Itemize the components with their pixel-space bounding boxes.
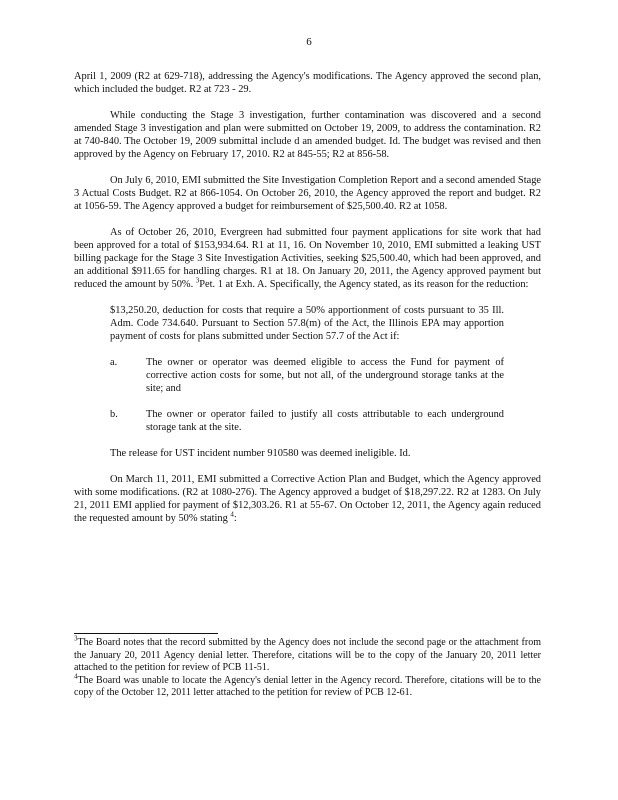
paragraph-4-tail: Pet. 1 at Exh. A. Specifically, the Agency stated, as its reason for the reduction: [199, 279, 529, 290]
paragraph-5-end: : [233, 513, 237, 524]
footnote-4 [74, 672, 541, 700]
quote-item-label: a. [110, 357, 118, 368]
page-body [74, 70, 541, 538]
footnote-ref-4: 4 [230, 510, 234, 519]
paragraph-5-text: On March 11, 2011, EMI submitted a Corrective Action Plan and Budget, which the Agency approved with some modifications. (R2 at 1080-276). The Agency approved a budget of $18,297.22. R2 at 1283. On July 21, 2011 EMI applied for payment of $12,303.26. R1 at 55-67. On October 12, 2011, the Agency again reduced the requested amount by 50% stating [74, 474, 541, 524]
paragraph-4 [74, 226, 541, 291]
footnote-3 [74, 634, 541, 675]
block-quote [110, 304, 504, 460]
paragraph-2: While conducting the Stage 3 investigation, further contamination was discovered and a second amended Stage 3 investigation and plan were submitted on October 19, 2009, to address the contamination. R2 at 740-840. The October 19, 2009 submittal include d an amended budget. Id. The budget was revised and then approved by the Agency on February 17, 2010. R2 at 845-55; R2 at 856-58. [74, 110, 541, 160]
footnote-text: The Board was unable to locate the Agency's denial letter in the Agency record. Therefore, citations will be to the copy of the October 12, 2011 letter attached to the petition for review of PCB 12-61. [74, 674, 541, 698]
footnote-ref-3: 3 [195, 276, 200, 285]
quote-item-text: The owner or operator was deemed eligible to access the Fund for payment of corrective action costs for some, but not all, of the underground storage tanks at the site; and [146, 357, 504, 394]
paragraph-1: April 1, 2009 (R2 at 629-718), addressing the Agency's modifications. The Agency approved the second plan, which included the budget. R2 at 723 - 29. [74, 71, 541, 95]
quote-item-label: b. [110, 409, 118, 420]
quote-item-b [110, 408, 504, 434]
footnotes [74, 633, 541, 700]
quote-closing: The release for UST incident number 910580 was deemed ineligible. Id. [110, 448, 411, 459]
footnote-mark: 3 [74, 634, 78, 643]
footnote-divider [74, 633, 218, 634]
paragraph-5 [74, 473, 541, 525]
footnote-text: The Board notes that the record submitted by the Agency does not include the second page or the attachment from the January 20, 2011 Agency denial letter. Therefore, citations will be to the copy of the January 20, 2011 letter attached to the petition for review of PCB 11-51. [74, 637, 541, 673]
paragraph-4-text: As of October 26, 2010, Evergreen had submitted four payment applications for site work that had been approved for a total of $153,934.64. R1 at 11, 16. On November 10, 2010, EMI submitted a leaking UST billing package for the Stage 3 Site Investigation Activities, seeking $25,500.40, which had been approved, and an additional $911.65 for handling charges. R1 at 18. On January 20, 2011, the Agency approved payment but reduced the amount by 50%. [74, 227, 541, 290]
footnote-mark: 4 [74, 672, 78, 681]
quote-intro: $13,250.20, deduction for costs that require a 50% apportionment of costs pursuant to 35 Ill. Adm. Code 734.640. Pursuant to Section 57.8(m) of the Act, the Illinois EPA may apportion payment of costs for plans submitted under Section 57.7 of the Act if: [110, 305, 504, 342]
paragraph-3: On July 6, 2010, EMI submitted the Site Investigation Completion Report and a second amended Stage 3 Actual Costs Budget. R2 at 866-1054. On October 26, 2010, the Agency approved the report and budget. R2 at 1056-59. The Agency approved a budget for reimbursement of $25,500.40. R2 at 1058. [74, 175, 541, 212]
quote-item-a [110, 356, 504, 395]
quote-item-text: The owner or operator failed to justify all costs attributable to each underground storage tank at the site. [146, 409, 504, 433]
page-number: 6 [306, 36, 312, 48]
